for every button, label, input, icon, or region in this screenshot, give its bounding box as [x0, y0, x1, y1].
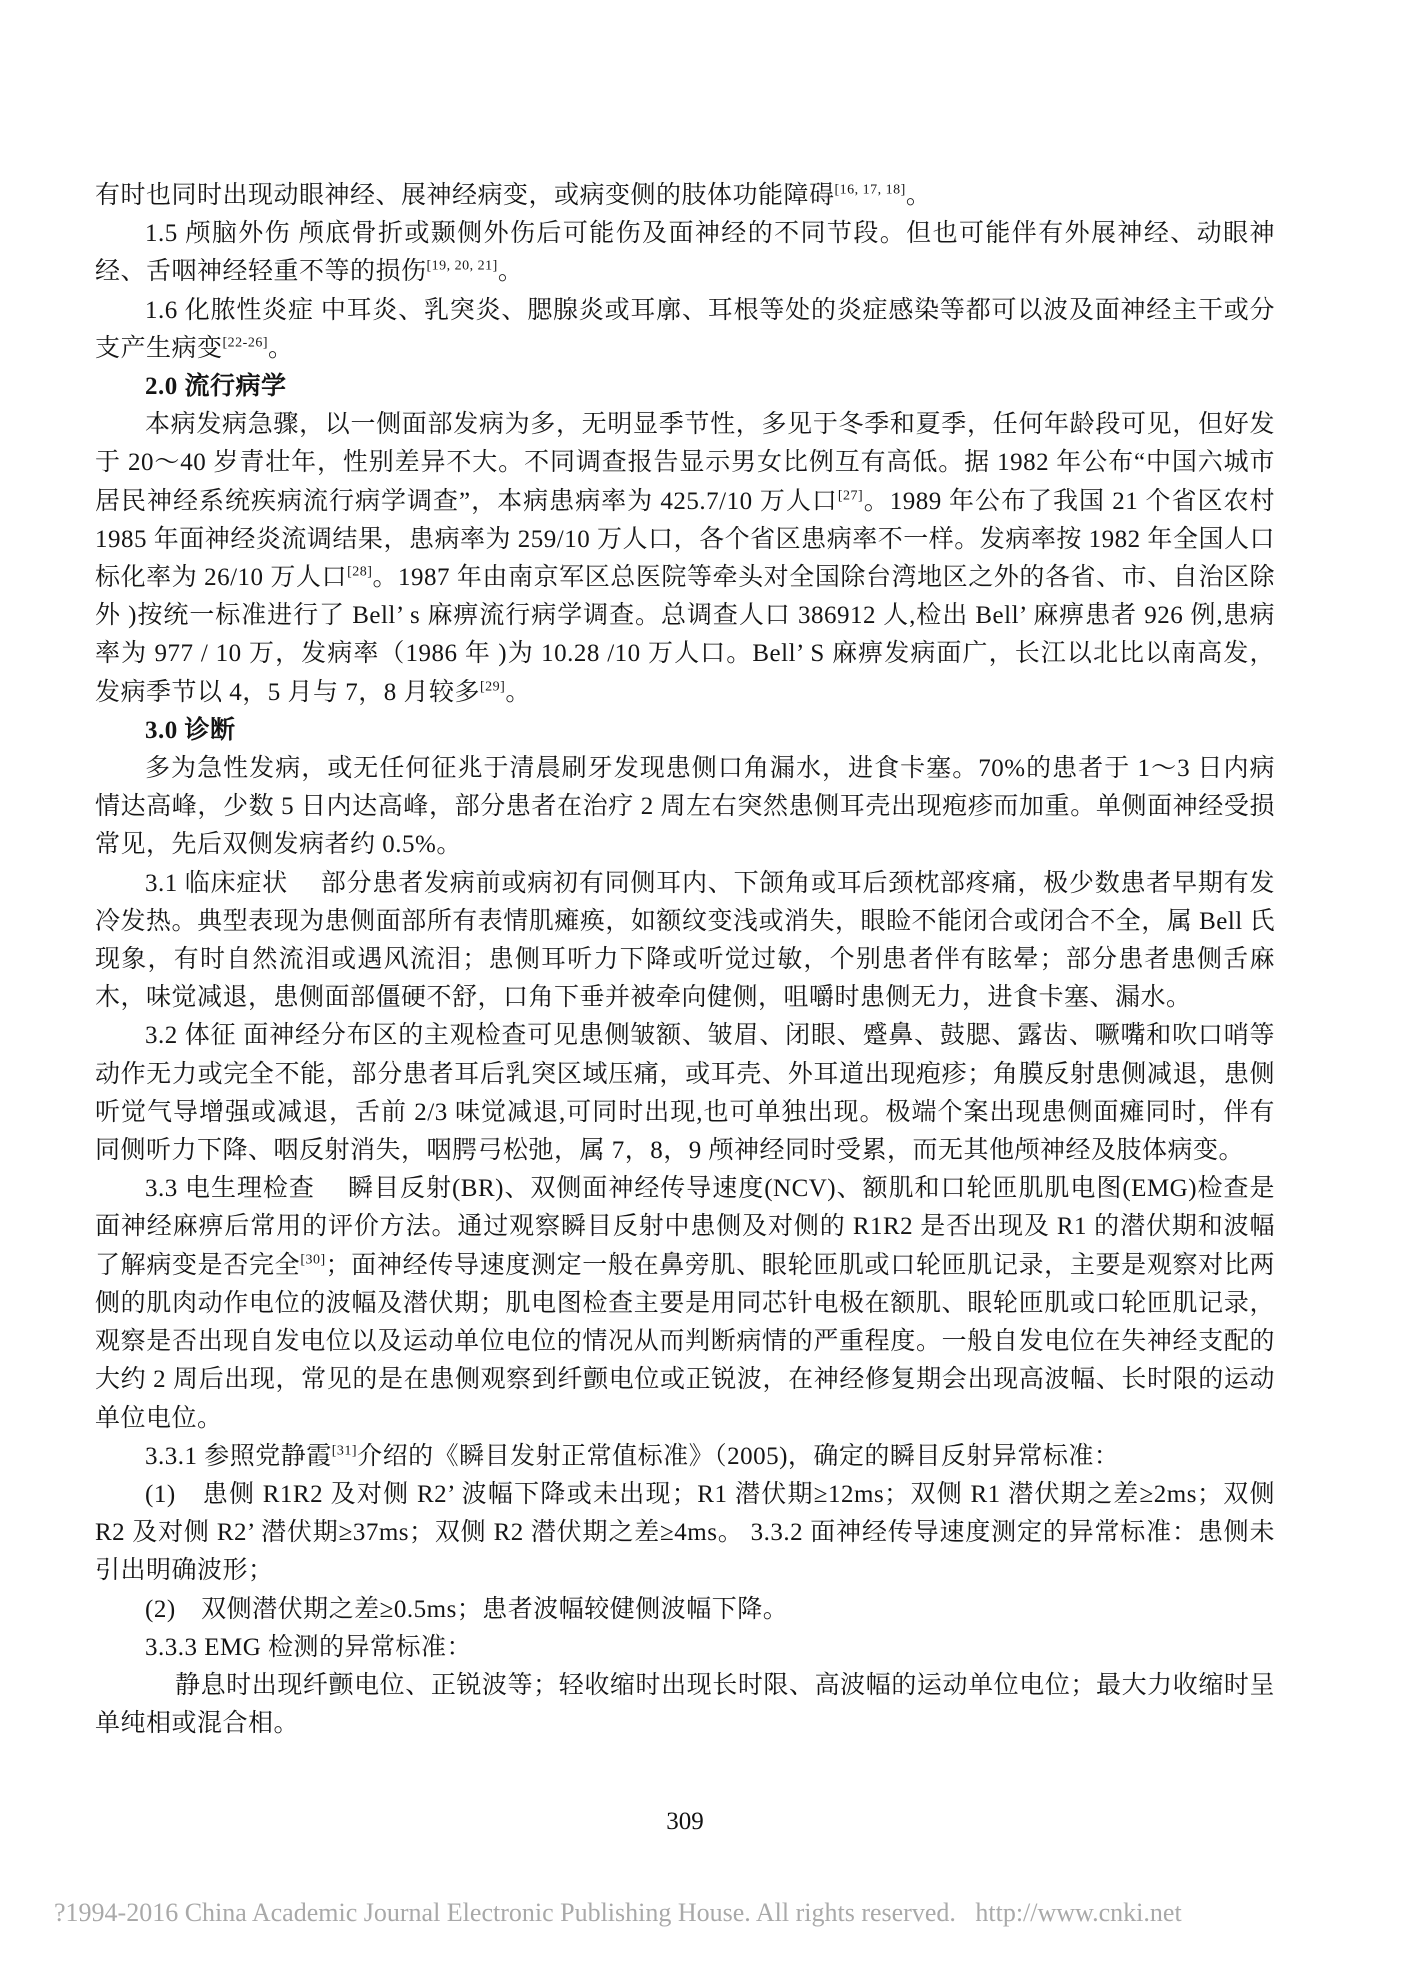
- citation-superscript: [27]: [837, 488, 864, 504]
- section-3-2-signs: [95, 1017, 1275, 1170]
- document-body: [95, 177, 1275, 1743]
- text-segment: 有时也同时出现动眼神经、展神经病变，或病变侧的肢体功能障碍: [95, 182, 835, 209]
- citation-superscript: [22-26]: [222, 335, 269, 351]
- text-segment: 1.5 颅脑外伤 颅底骨折或颞侧外伤后可能伤及面神经的不同节段。但也可能伴有外展神经、动眼神经、舌咽神经轻重不等的损伤: [95, 220, 1275, 286]
- text-segment: 3.1 临床症状 部分患者发病前或病初有同侧耳内、下颌角或耳后颈枕部疼痛，极少数患者早期有发冷发热。典型表现为患侧面部所有表情肌瘫痪，如额纹变浅或消失，眼睑不能闭合或闭合不全，属 Bell 氏现象，有时自然流泪或遇风流泪；患侧耳听力下降或听觉过敏，个别患者伴有眩晕；部分患者患侧舌麻木，味觉减退，患侧面部僵硬不舒，口角下垂并被牵向健侧，咀嚼时患侧无力，进食卡塞、漏水。: [95, 869, 1275, 1012]
- paragraph-diagnosis-onset: [95, 750, 1275, 865]
- paragraph-oculomotor-continuation: [95, 177, 1275, 215]
- paragraph-epidemiology: [95, 406, 1275, 712]
- page-number: 309: [666, 1808, 704, 1835]
- text-segment: 介绍的《瞬目发射正常值标准》（2005)，确定的瞬目反射异常标准：: [357, 1442, 1120, 1470]
- citation-superscript: [29]: [480, 679, 506, 695]
- citation-superscript: [30]: [300, 1252, 326, 1268]
- text-segment: 1.6 化脓性炎症 中耳炎、乳突炎、腮腺炎或耳廓、耳根等处的炎症感染等都可以波及面神经主干或分支产生病变: [95, 296, 1275, 362]
- text-segment: 本病发病急骤，以一侧面部发病为多，无明显季节性，多见于冬季和夏季，任何年龄段可见，但好发于 20～40 岁青壮年，性别差异不大。不同调查报告显示男女比例互有高低。据 1982 年公布“中国六城市居民神经系统疾病流行病学调查”，本病患病率为 425.7/10 万人口: [95, 411, 1275, 515]
- text-segment: 。: [268, 334, 294, 362]
- text-segment: ；面神经传导速度测定一般在鼻旁肌、眼轮匝肌或口轮匝肌记录，主要是观察对比两侧的肌肉动作电位的波幅及潜伏期；肌电图检查主要是用同芯针电极在额肌、眼轮匝肌或口轮匝肌记录，观察是否出现自发电位以及运动单位电位的情况从而判断病情的严重程度。一般自发电位在失神经支配的大约 2 周后出现，常见的是在患侧观察到纤颤电位或正锐波，在神经修复期会出现高波幅、长时限的运动单位电位。: [95, 1251, 1275, 1432]
- section-3-3-electrophysiology: [95, 1170, 1275, 1437]
- text-segment: (1) 患侧 R1R2 及对侧 R2’ 波幅下降或未出现；R1 潜伏期≥12ms；双侧 R1 潜伏期之差≥2ms；双侧 R2 及对侧 R2’ 潜伏期≥37ms；双侧 R2 潜伏期之差≥4ms。 3.3.2 面神经传导速度测定的异常标准：患侧未引出明确波形；: [95, 1480, 1275, 1585]
- text-segment: 。: [905, 182, 932, 209]
- text-segment: 3.3 电生理检查 瞬目反射(BR)、双侧面神经传导速度(NCV)、额肌和口轮匝肌肌电图(EMG)检查是面神经麻痹后常用的评价方法。通过观察瞬目反射中患侧及对侧的 R1R2 是否出现及 R1 的潜伏期和波幅了解病变是否完全: [95, 1175, 1275, 1279]
- item-1-blink-reflex-abnormal-criteria: [95, 1476, 1275, 1591]
- citation-superscript: [19, 20, 21]: [426, 259, 498, 275]
- text-segment: 。: [505, 678, 531, 706]
- citation-superscript: [31]: [331, 1443, 358, 1459]
- text-segment: 多为急性发病，或无任何征兆于清晨刷牙发现患侧口角漏水，进食卡塞。70%的患者于 1～3 日内病情达高峰，少数 5 日内达高峰，部分患者在治疗 2 周左右突然患侧耳壳出现疱疹而加重。单侧面神经受损常见，先后双侧发病者约 0.5%。: [95, 755, 1275, 859]
- citation-superscript: [28]: [347, 564, 373, 580]
- text-segment: 3.2 体征 面神经分布区的主观检查可见患侧皱额、皱眉、闭眼、蹙鼻、鼓腮、露齿、噘嘴和吹口哨等动作无力或完全不能，部分患者耳后乳突区域压痛，或耳壳、外耳道出现疱疹；角膜反射患侧减退，患侧听觉气导增强或减退，舌前 2/3 味觉减退,可同时出现,也可单独出现。极端个案出现患侧面瘫同时，伴有同侧听力下降、咽反射消失，咽腭弓松弛，属 7，8，9 颅神经同时受累，而无其他颅神经及肢体病变。: [95, 1022, 1275, 1165]
- citation-superscript: [16, 17, 18]: [834, 182, 906, 198]
- text-segment: 2.0 流行病学: [145, 373, 287, 401]
- section-3-1-clinical-symptoms: [95, 865, 1275, 1018]
- text-segment: 。1989 年公布了我国 21 个省区农村 1985 年面神经炎流调结果，患病率为 259/10 万人口，各个省区患病率不一样。发病率按 1982 年全国人口标化率为 26/10 万人口: [95, 487, 1275, 592]
- text-segment: 3.0 诊断: [145, 716, 236, 744]
- heading-3-0-diagnosis: [95, 712, 1275, 750]
- text-segment: (2) 双侧潜伏期之差≥0.5ms；患者波幅较健侧波幅下降。: [145, 1595, 789, 1623]
- section-1-5-head-trauma: [95, 215, 1275, 291]
- section-1-6-suppurative-inflammation: [95, 292, 1275, 368]
- section-3-3-3-emg-criteria: [95, 1629, 1275, 1667]
- text-segment: 3.3.3 EMG 检测的异常标准：: [145, 1633, 473, 1661]
- section-3-3-1-blink-reflex-standard: [95, 1438, 1275, 1476]
- text-segment: 。1987 年由南京军区总医院等牵头对全国除台湾地区之外的各省、市、自治区除外 )按统一标准进行了 Bell’ s 麻痹流行病学调查。总调查人口 386912 人,检出 Bell’ 麻痹患者 926 例,患病率为 977 / 10 万，发病率（1986 年 )为 10.28 /10 万人口。Bell’ S 麻痹发病面广，长江以北比以南高发，发病季节以 4，5 月与 7，8 月较多: [95, 564, 1275, 706]
- text-segment: 静息时出现纤颤电位、正锐波等；轻收缩时出现长时限、高波幅的运动单位电位；最大力收缩时呈单纯相或混合相。: [95, 1671, 1275, 1738]
- paragraph-emg-findings: [95, 1667, 1275, 1743]
- copyright-footer: ?1994-2016 China Academic Journal Electronic Publishing House. All rights reserved. http://www.cnki.net: [54, 1898, 1182, 1927]
- item-2-latency-difference: [95, 1591, 1275, 1629]
- text-segment: 。: [497, 258, 524, 286]
- text-segment: 3.3.1 参照党静霞: [145, 1442, 332, 1470]
- heading-2-0-epidemiology: [95, 368, 1275, 406]
